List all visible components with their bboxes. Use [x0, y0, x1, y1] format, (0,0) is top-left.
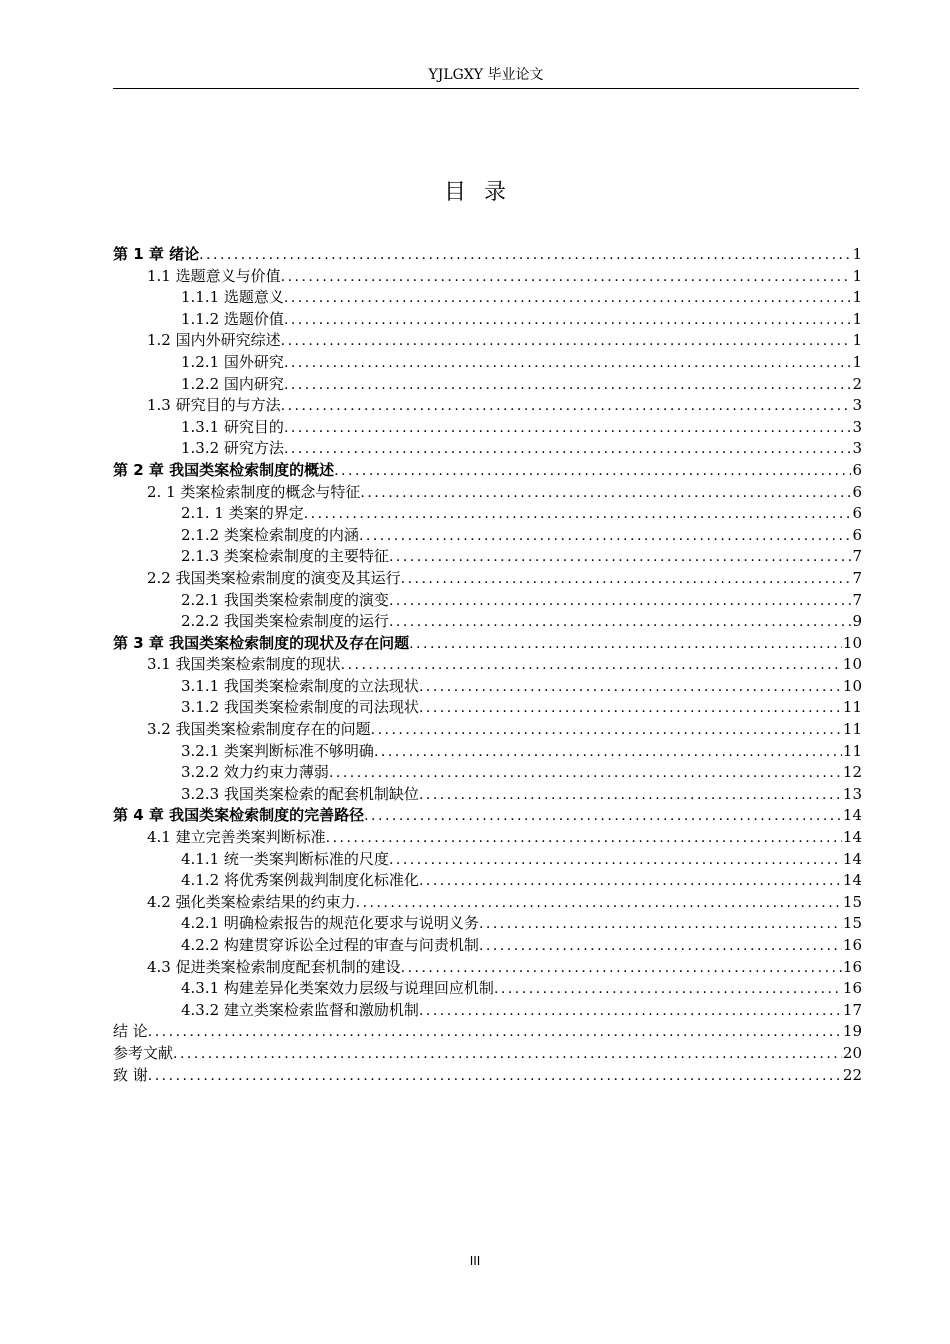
toc-dot-leader	[329, 763, 842, 784]
toc-entry-label: 3.2.1 类案判断标准不够明确	[181, 741, 374, 760]
toc-entry-label: 4.1 建立完善类案判断标准	[147, 828, 326, 847]
toc-entry-label: 4.1.2 将优秀案例裁判制度化标准化	[181, 871, 419, 890]
toc-entry[interactable]	[113, 827, 862, 849]
toc-dot-leader	[360, 483, 851, 504]
toc-entry-label: 3.2 我国类案检索制度存在的问题	[147, 720, 371, 739]
toc-entry-label: 2.1.2 类案检索制度的内涵	[181, 525, 359, 544]
toc-dot-leader	[494, 979, 842, 1000]
toc-entry-page: 15	[842, 892, 862, 911]
toc-dot-leader	[389, 591, 852, 612]
toc-entry[interactable]	[113, 568, 862, 590]
toc-entry[interactable]	[113, 719, 862, 741]
toc-chapter-entry[interactable]	[113, 633, 862, 655]
toc-entry-label: 2.1. 1 类案的界定	[181, 504, 304, 523]
toc-entry-page: 3	[852, 439, 862, 458]
toc-entry-page: 14	[842, 871, 862, 890]
toc-entry-page: 1	[852, 331, 862, 350]
toc-entry[interactable]	[113, 287, 862, 309]
toc-dot-leader	[359, 526, 852, 547]
toc-entry[interactable]	[113, 546, 862, 568]
toc-entry[interactable]	[113, 1000, 862, 1022]
toc-entry-label: 2.2.2 我国类案检索制度的运行	[181, 612, 389, 631]
toc-entry-label: 第 2 章 我国类案检索制度的概述	[113, 460, 335, 479]
toc-entry-page: 1	[852, 352, 862, 371]
toc-chapter-entry[interactable]	[113, 805, 862, 827]
toc-entry[interactable]	[113, 762, 862, 784]
toc-entry-label: 2.2 我国类案检索制度的演变及其运行	[147, 568, 401, 587]
toc-entry-label: 1.2 国内外研究综述	[147, 331, 281, 350]
toc-entry-label: 4.2.1 明确检索报告的规范化要求与说明义务	[181, 914, 479, 933]
toc-dot-leader	[389, 612, 852, 633]
page-number: III	[469, 1254, 481, 1268]
toc-dot-leader	[401, 958, 842, 979]
toc-entry[interactable]	[113, 935, 862, 957]
toc-dot-leader	[284, 310, 852, 331]
toc-entry-page: 14	[842, 828, 862, 847]
toc-dot-leader	[173, 1044, 842, 1065]
toc-dot-leader	[419, 698, 842, 719]
toc-dot-leader	[281, 396, 852, 417]
toc-entry-page: 1	[852, 245, 862, 263]
toc-entry-page: 11	[842, 720, 862, 739]
toc-dot-leader	[389, 850, 842, 871]
toc-entry[interactable]	[113, 352, 862, 374]
toc-entry[interactable]	[113, 892, 862, 914]
toc-entry[interactable]	[113, 697, 862, 719]
toc-entry-page: 14	[842, 849, 862, 868]
toc-entry[interactable]	[113, 654, 862, 676]
toc-entry-page: 6	[852, 504, 862, 523]
toc-entry-label: 2.1.3 类案检索制度的主要特征	[181, 547, 389, 566]
running-header: YJLGXY 毕业论文	[428, 67, 544, 83]
toc-entry[interactable]	[113, 1043, 862, 1065]
toc-entry-page: 15	[842, 914, 862, 933]
toc-entry-label: 1.2.1 国外研究	[181, 352, 284, 371]
toc-entry[interactable]	[113, 1065, 862, 1087]
toc-dot-leader	[419, 871, 842, 892]
toc-dot-leader	[401, 569, 852, 590]
toc-entry-page: 10	[842, 633, 862, 652]
toc-dot-leader	[148, 1066, 842, 1087]
toc-entry-label: 4.2 强化类案检索结果的约束力	[147, 892, 356, 911]
toc-entry-label: 3.1 我国类案检索制度的现状	[147, 655, 341, 674]
toc-entry-label: 1.1.2 选题价值	[181, 309, 284, 328]
toc-entry-label: 结 论	[113, 1022, 148, 1041]
toc-dot-leader	[334, 461, 851, 482]
toc-entry-page: 14	[842, 806, 862, 825]
toc-entry-page: 6	[852, 482, 862, 501]
toc-dot-leader	[284, 288, 852, 309]
toc-dot-leader	[326, 828, 842, 849]
toc-entry[interactable]	[113, 330, 862, 352]
toc-entry-page: 16	[842, 936, 862, 954]
toc-entry-label: 4.2.2 构建贯穿诉讼全过程的审查与问责机制	[181, 936, 479, 954]
toc-entry-page: 7	[852, 568, 862, 587]
toc-dot-leader	[281, 267, 852, 288]
toc-entry-label: 参考文献	[113, 1043, 174, 1062]
table-of-contents	[113, 244, 862, 1086]
toc-entry-page: 3	[852, 417, 862, 436]
toc-entry-label: 1.1 选题意义与价值	[147, 266, 281, 285]
toc-dot-leader	[371, 720, 842, 741]
toc-dot-leader	[284, 375, 852, 396]
toc-entry[interactable]	[113, 503, 862, 525]
toc-entry[interactable]	[113, 611, 862, 633]
toc-entry-label: 1.2.2 国内研究	[181, 374, 284, 393]
toc-dot-leader	[419, 677, 842, 698]
toc-entry-page: 11	[842, 741, 862, 760]
toc-entry-label: 4.3.2 建立类案检索监督和激励机制	[181, 1000, 419, 1019]
toc-entry[interactable]	[113, 676, 862, 698]
toc-entry-page: 6	[852, 460, 862, 479]
page-title: 目录	[443, 180, 524, 205]
toc-dot-leader	[409, 634, 842, 655]
toc-dot-leader	[148, 1022, 842, 1043]
toc-entry[interactable]	[113, 870, 862, 892]
toc-entry[interactable]	[113, 590, 862, 612]
toc-entry-label: 3.1.2 我国类案检索制度的司法现状	[181, 698, 419, 717]
toc-entry-label: 第 1 章 绪论	[113, 245, 200, 263]
toc-entry-page: 16	[842, 957, 862, 976]
toc-entry-label: 3.2.3 我国类案检索的配套机制缺位	[181, 784, 419, 803]
toc-entry-label: 1.3.2 研究方法	[181, 439, 284, 458]
toc-dot-leader	[284, 418, 852, 439]
toc-entry-label: 1.1.1 选题意义	[181, 288, 284, 307]
toc-entry[interactable]	[113, 978, 862, 1000]
toc-dot-leader	[284, 353, 852, 374]
toc-entry[interactable]	[113, 395, 862, 417]
toc-dot-leader	[304, 504, 852, 525]
toc-entry-page: 22	[842, 1065, 862, 1084]
toc-entry-page: 1	[852, 309, 862, 328]
toc-entry[interactable]	[113, 417, 862, 439]
toc-entry-page: 1	[852, 288, 862, 307]
toc-entry-page: 20	[842, 1043, 862, 1062]
toc-entry-page: 12	[842, 763, 862, 782]
toc-entry[interactable]	[113, 525, 862, 547]
toc-entry-page: 3	[852, 396, 862, 415]
toc-entry[interactable]	[113, 309, 862, 331]
toc-dot-leader	[374, 742, 842, 763]
toc-entry[interactable]	[113, 266, 862, 288]
toc-entry-page: 9	[852, 612, 862, 631]
toc-dot-leader	[479, 936, 842, 957]
toc-entry[interactable]	[113, 374, 862, 396]
toc-dot-leader	[419, 1001, 842, 1022]
toc-dot-leader	[389, 547, 852, 568]
toc-dot-leader	[364, 806, 842, 827]
toc-entry-label: 2.2.1 我国类案检索制度的演变	[181, 590, 389, 609]
toc-entry[interactable]	[113, 438, 862, 460]
toc-dot-leader	[284, 439, 852, 460]
toc-entry-page: 7	[852, 547, 862, 566]
toc-entry-label: 4.1.1 统一类案判断标准的尺度	[181, 849, 389, 868]
toc-entry-label: 第 3 章 我国类案检索制度的现状及存在问题	[113, 633, 410, 652]
toc-chapter-entry[interactable]	[113, 460, 862, 482]
toc-entry-page: 19	[842, 1022, 862, 1041]
toc-entry[interactable]	[113, 482, 862, 504]
toc-entry-page: 7	[852, 590, 862, 609]
toc-dot-leader	[281, 331, 852, 352]
toc-entry-label: 4.3.1 构建差异化类案效力层级与说理回应机制	[181, 979, 494, 998]
toc-entry-label: 2. 1 类案检索制度的概念与特征	[147, 482, 361, 501]
toc-entry-page: 10	[842, 655, 862, 674]
toc-entry[interactable]	[113, 1021, 862, 1043]
toc-entry[interactable]	[113, 784, 862, 806]
toc-entry-page: 2	[852, 374, 862, 393]
toc-entry[interactable]	[113, 849, 862, 871]
toc-chapter-entry[interactable]	[113, 244, 862, 266]
toc-entry-page: 17	[842, 1000, 862, 1019]
toc-dot-leader	[356, 893, 842, 914]
toc-entry-label: 第 4 章 我国类案检索制度的完善路径	[113, 806, 365, 825]
toc-entry-label: 4.3 促进类案检索制度配套机制的建设	[147, 957, 401, 976]
toc-entry[interactable]	[113, 741, 862, 763]
toc-dot-leader	[419, 785, 842, 806]
toc-entry[interactable]	[113, 957, 862, 979]
toc-entry-label: 致 谢	[113, 1065, 148, 1084]
toc-entry-label: 1.3.1 研究目的	[181, 417, 284, 436]
toc-entry-page: 6	[852, 525, 862, 544]
toc-entry-label: 3.1.1 我国类案检索制度的立法现状	[181, 676, 419, 695]
toc-entry-page: 1	[852, 266, 862, 285]
toc-dot-leader	[341, 655, 842, 676]
toc-dot-leader	[199, 245, 851, 266]
toc-entry[interactable]	[113, 913, 862, 935]
toc-entry-page: 16	[842, 979, 862, 998]
toc-entry-page: 11	[842, 698, 862, 717]
toc-entry-label: 1.3 研究目的与方法	[147, 396, 281, 415]
header-rule	[113, 88, 859, 89]
toc-dot-leader	[479, 914, 842, 935]
toc-entry-page: 13	[842, 784, 862, 803]
toc-entry-page: 10	[842, 676, 862, 695]
toc-entry-label: 3.2.2 效力约束力薄弱	[181, 763, 329, 782]
